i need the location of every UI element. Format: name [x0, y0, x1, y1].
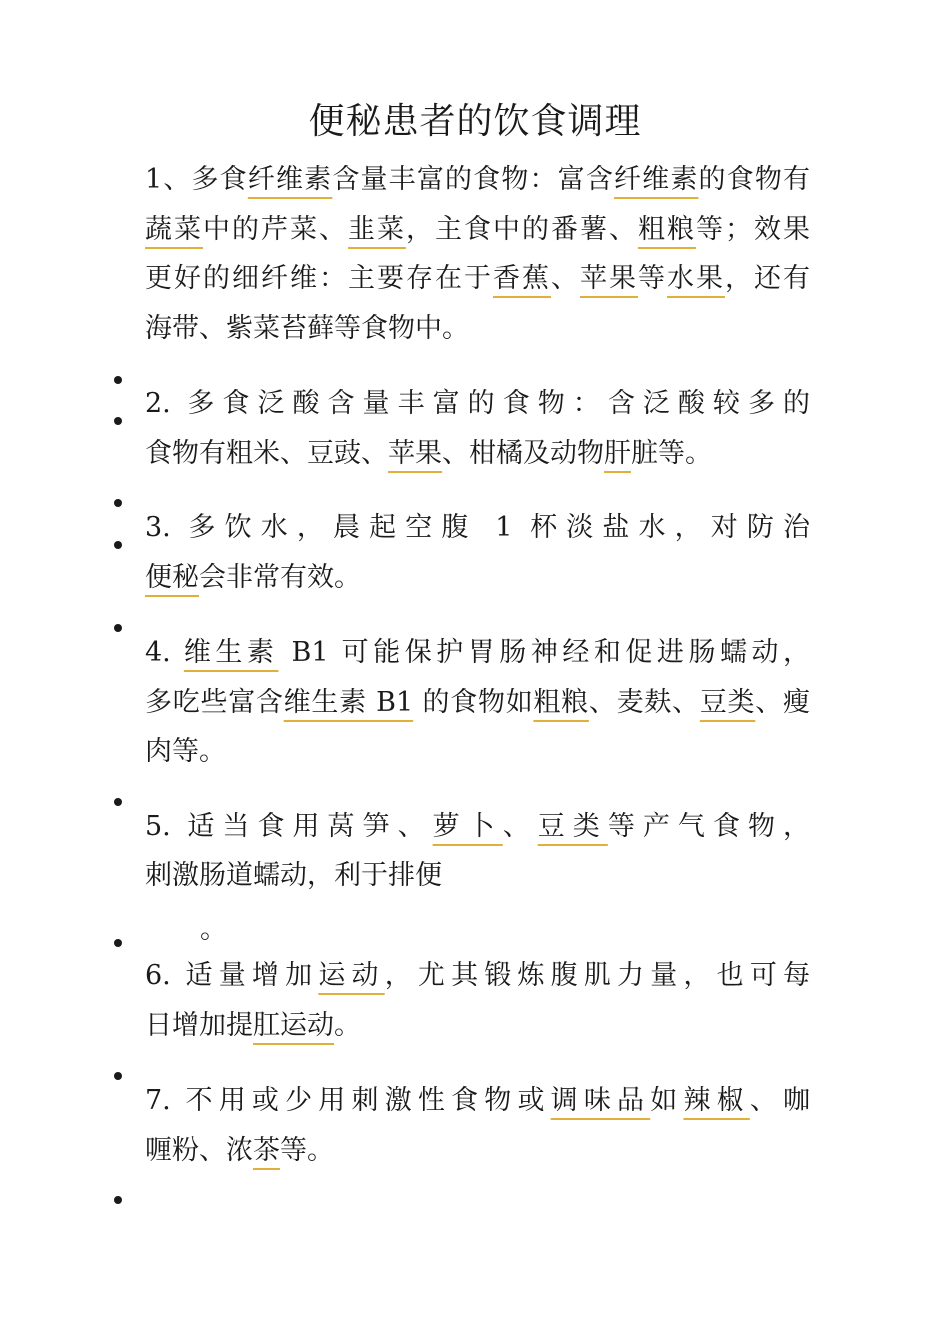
item-1-line-3: [145, 261, 810, 297]
underlined-term: 豆类: [537, 811, 608, 842]
text-segment: 多吃些富含: [145, 687, 284, 718]
text-segment: 、麦麸、: [588, 687, 700, 718]
item-4-line-2: [145, 685, 810, 721]
bullet: [114, 376, 122, 384]
text-segment: 刺激肠道蠕动，利于排便: [145, 860, 442, 891]
underlined-term: 蔬菜: [145, 214, 203, 245]
text-segment: 1、多食: [145, 164, 248, 195]
text-segment: ，主食中的番薯、: [406, 214, 638, 245]
bullet: [114, 624, 122, 632]
item-5-line-1: [145, 809, 810, 845]
underlined-term: 茶: [253, 1135, 280, 1166]
underlined-term: 运动: [318, 960, 385, 991]
text-segment: 、咖: [749, 1085, 811, 1116]
underlined-term: 纤维素: [614, 164, 699, 195]
text-segment: 如: [650, 1085, 684, 1116]
text-segment: 5. 适当食用莴笋、: [145, 811, 433, 842]
bullet: [114, 417, 122, 425]
item-1-line-1: [145, 162, 810, 198]
bullet: [114, 499, 122, 507]
bullet: [114, 1196, 122, 1204]
text-segment: 更好的细纤维：主要存在于: [145, 263, 493, 294]
text-segment: 等产气食物，: [607, 811, 811, 842]
text-segment: 2. 多食泛酸含量丰富的食物：含泛酸较多的: [145, 388, 810, 419]
text-segment: 3. 多饮水，晨起空腹 1 杯淡盐水，对防治: [145, 512, 810, 543]
text-segment: 喱粉、浓: [145, 1135, 253, 1166]
item-2-line-2: [145, 436, 810, 472]
item-1-line-4: [145, 311, 810, 347]
text-segment: 中的芹菜、: [203, 214, 348, 245]
text-segment: 会非常有效。: [199, 562, 361, 593]
underlined-term: 粗粮: [533, 687, 589, 718]
text-segment: B1 可能保护胃肠神经和促进肠蠕动，: [278, 637, 811, 668]
underlined-term: 香蕉: [493, 263, 551, 294]
document-title: 便秘患者的饮食调理: [308, 101, 642, 142]
text-segment: 食物有粗米、豆豉、: [145, 438, 388, 469]
text-segment: 脏等。: [631, 438, 712, 469]
text-segment: 等: [638, 263, 667, 294]
text-segment: 。: [334, 1010, 361, 1041]
underlined-term: 苹果: [580, 263, 638, 294]
text-segment: 的食物如: [413, 687, 534, 718]
bullet: [114, 541, 122, 549]
text-segment: 4.: [145, 637, 184, 668]
text-segment: 日增加提: [145, 1010, 253, 1041]
underlined-term: 便秘: [145, 562, 199, 593]
item-7-line-2: [145, 1133, 810, 1169]
underlined-term: 肛运动: [253, 1010, 334, 1041]
item-6-line-1: [145, 958, 810, 994]
bullet: [114, 798, 122, 806]
item-1-line-2: [145, 212, 810, 248]
item-4-line-1: [145, 635, 810, 671]
bullet: [114, 1072, 122, 1080]
item-4-line-3: [145, 734, 810, 770]
text-segment: 海带、紫菜苔藓等食物中。: [145, 313, 469, 344]
item-3-line-1: [145, 510, 810, 546]
item-2-line-1: [145, 386, 810, 422]
underlined-term: 水果: [667, 263, 725, 294]
underlined-term: 维生素: [183, 637, 279, 668]
text-segment: 等。: [280, 1135, 334, 1166]
underlined-term: 豆类: [699, 687, 756, 718]
item-3-line-2: [145, 560, 810, 596]
underlined-term: 韭菜: [348, 214, 406, 245]
underlined-term: 纤维素: [247, 164, 333, 195]
text-segment: 、: [551, 263, 580, 294]
text-segment: 、: [502, 811, 538, 842]
underlined-term: 粗粮: [638, 214, 696, 245]
text-segment: 等；效果: [696, 214, 810, 245]
text-segment: 的食物有: [698, 164, 811, 195]
underlined-term: 苹果: [388, 438, 442, 469]
text-segment: 7. 不用或少用刺激性食物或: [145, 1085, 551, 1116]
text-segment: 含量丰富的食物：富含: [332, 164, 615, 195]
underlined-term: 萝卜: [432, 811, 503, 842]
underlined-term: 维生素 B1: [283, 687, 414, 718]
underlined-term: 辣椒: [683, 1085, 750, 1116]
item-5-line-2: [145, 858, 810, 894]
bullet: [114, 939, 122, 947]
text-segment: 、瘦: [755, 687, 811, 718]
underlined-term: 调味品: [550, 1085, 651, 1116]
text-segment: 6. 适量增加: [145, 960, 319, 991]
text-segment: ，还有: [725, 263, 810, 294]
text-segment: 、柑橘及动物: [442, 438, 604, 469]
item-6-line-2: [145, 1008, 810, 1044]
item-7-line-1: [145, 1083, 810, 1119]
text-segment: 肉等。: [145, 736, 226, 767]
item-5-trailing-mark: 。: [200, 914, 227, 945]
underlined-term: 肝: [604, 438, 631, 469]
text-segment: ，尤其锻炼腹肌力量，也可每: [384, 960, 811, 991]
